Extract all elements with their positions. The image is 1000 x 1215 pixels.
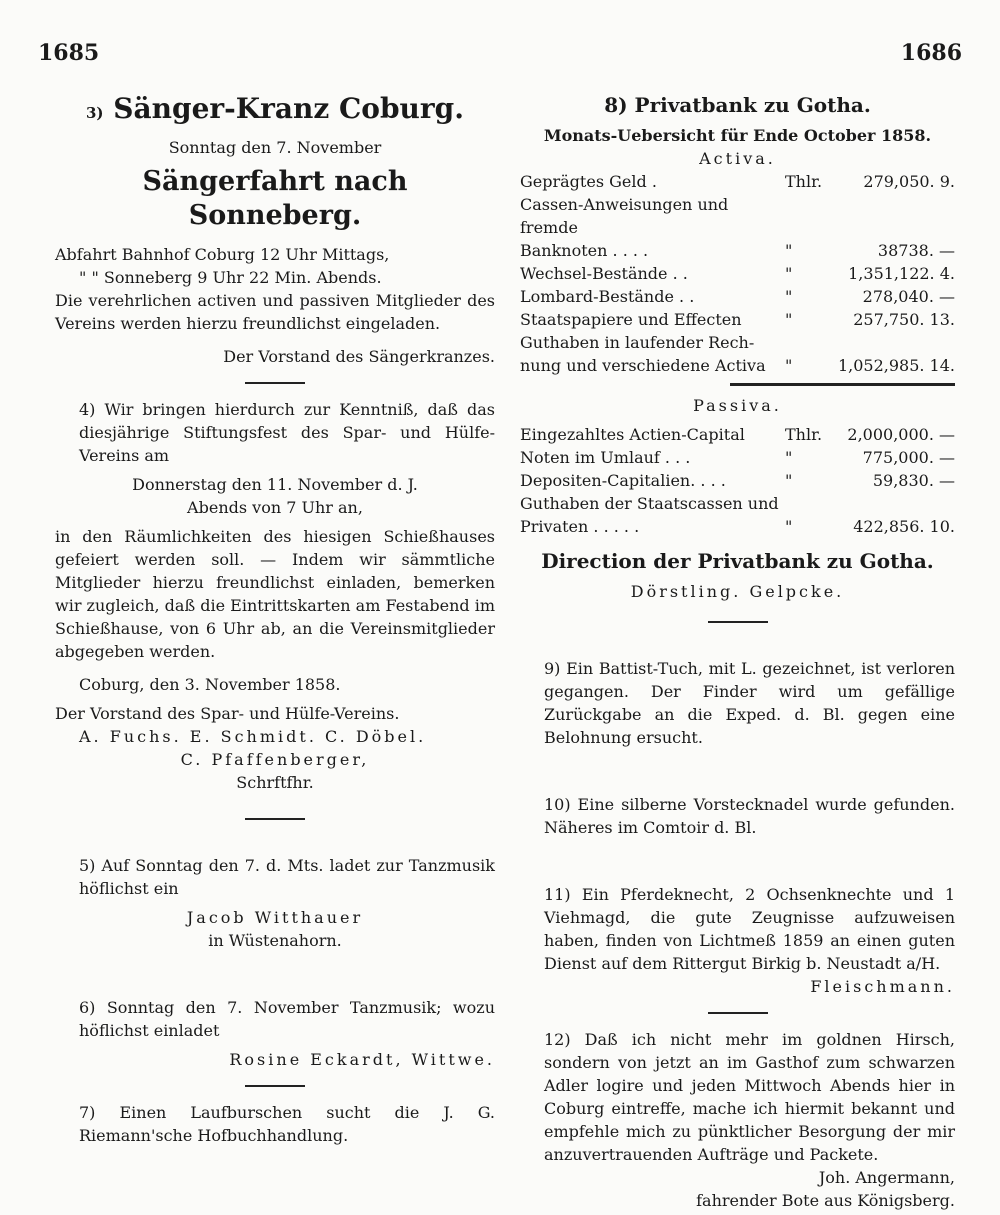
notice-5 xyxy=(55,854,495,952)
notice-signature-line2: fahrender Bote aus Königsberg. xyxy=(696,1191,955,1210)
table-row: Noten im Umlauf . . . " 775,000. — xyxy=(520,448,955,467)
notice-4 xyxy=(55,398,495,794)
page-number-right: 1686 xyxy=(900,40,962,66)
notice-text: 6) Sonntag den 7. November Tanzmusik; wozu höflichst einladet xyxy=(79,998,495,1040)
divider xyxy=(245,382,305,384)
notice-7 xyxy=(55,1101,495,1147)
notice-signature: Der Vorstand des Sängerkranzes. xyxy=(223,347,495,366)
notice-3 xyxy=(55,92,495,368)
notice-name: Jacob Witthauer xyxy=(186,908,364,927)
table-row: Depositen-Capitalien. . . . " 59,830. — xyxy=(520,471,955,490)
notice-6 xyxy=(55,996,495,1071)
bank-signatories: Dörstling. Gelpcke. xyxy=(630,582,845,601)
table-row: Cassen-Anweisungen und fremde xyxy=(520,195,729,237)
notice-signature: Rosine Eckardt, Wittwe. xyxy=(229,1050,495,1069)
notice-number: 3) xyxy=(86,104,104,122)
bank-subheading: Monats-Uebersicht für Ende October 1858. xyxy=(543,126,932,145)
notice-day: Donnerstag den 11. November d. J. xyxy=(132,475,418,494)
notice-11 xyxy=(520,883,955,998)
notice-10 xyxy=(520,793,955,839)
member-name: C. Pfaffenberger, xyxy=(180,750,370,769)
notice-title: Sänger-Kranz Coburg. xyxy=(113,92,464,125)
table-row: Guthaben der Staatscassen und xyxy=(520,494,779,513)
member-names: A. Fuchs. E. Schmidt. C. Döbel. xyxy=(79,727,427,746)
table-row: Eingezahltes Actien-Capital Thlr. 2,000,000. — xyxy=(520,425,955,444)
activa-heading: Activa. xyxy=(699,149,776,168)
left-column xyxy=(55,92,495,1147)
notice-time: Abends von 7 Uhr an, xyxy=(187,498,363,517)
table-row: Guthaben in laufender Rech- xyxy=(520,333,755,352)
divider xyxy=(708,1012,768,1014)
table-row: Staatspapiere und Effecten " 257,750. 13. xyxy=(520,310,955,329)
board-signature: Der Vorstand des Spar- und Hülfe-Vereins. xyxy=(55,704,400,723)
notice-text: 5) Auf Sonntag den 7. d. Mts. ladet zur Tanzmusik höflichst ein xyxy=(79,856,495,898)
notice-text: 12) Daß ich nicht mehr im goldnen Hirsch, sondern von jetzt an im Gasthof zum schwarzen Adler logire und jeden Mittwoch Abends hier in Coburg eintreffe, mache ich hiermit bekannt und empfehle mich zu pünktlicher Besorgung der mir anzuvertrauenden Aufträge und Packete. xyxy=(544,1030,955,1164)
notice-place: in Wüstenahorn. xyxy=(208,931,342,950)
notice-intro: 4) Wir bringen hierdurch zur Kenntniß, daß das diesjährige Stiftungsfest des Spar- und Hülfe-Vereins am xyxy=(79,400,495,465)
page-number-left: 1685 xyxy=(38,40,100,66)
divider xyxy=(245,818,305,820)
notice-12 xyxy=(520,1028,955,1212)
table-row: Wechsel-Bestände . . " 1,351,122. 4. xyxy=(520,264,955,283)
passiva-heading: Passiva. xyxy=(693,396,782,415)
table-row: Lombard-Bestände . . " 278,040. — xyxy=(520,287,955,306)
departure-line-1: Abfahrt Bahnhof Coburg 12 Uhr Mittags, xyxy=(55,245,390,264)
notice-text: 10) Eine silberne Vorstecknadel wurde gefunden. Näheres im Comtoir d. Bl. xyxy=(544,795,955,837)
notice-8 xyxy=(520,92,955,603)
notice-text: 11) Ein Pferdeknecht, 2 Ochsenknechte und 1 Viehmagd, die gute Zeugnisse aufzuweisen haben, finden von Lichtmeß 1859 an einen guten Dienst auf dem Rittergut Birkig b. Neustadt a/H. xyxy=(544,885,955,973)
passiva-table xyxy=(520,423,955,538)
notice-body: Die verehrlichen activen und passiven Mitglieder des Vereins werden hierzu freundlichst eingeladen. xyxy=(55,291,495,333)
departure-line-2: " " Sonneberg 9 Uhr 22 Min. Abends. xyxy=(79,268,382,287)
notice-body: in den Räumlichkeiten des hiesigen Schießhauses gefeiert werden soll. — Indem wir sämmtliche Mitglieder hierzu freundlichst einladen, bemerken wir zugleich, daß die Eintrittskarten am Festabend im Schießhause, von 6 Uhr ab, an die Vereinsmitglieder abgegeben werden. xyxy=(55,527,495,661)
table-row: Privaten . . . . . " 422,856. 10. xyxy=(520,517,955,536)
bank-direction: Direction der Privatbank zu Gotha. xyxy=(541,549,934,573)
activa-table xyxy=(520,170,955,377)
notice-text: 7) Einen Laufburschen sucht die J. G. Riemann'sche Hofbuchhandlung. xyxy=(79,1103,495,1145)
notice-text: 9) Ein Battist-Tuch, mit L. gezeichnet, ist verloren gegangen. Der Finder wird um gefällige Zurückgabe an die Exped. d. Bl. gegen eine Belohnung ersucht. xyxy=(544,659,955,747)
divider xyxy=(245,1085,305,1087)
notice-date: Sonntag den 7. November xyxy=(168,138,382,157)
table-row: nung und verschiedene Activa " 1,052,985. 14. xyxy=(520,356,955,375)
notice-headline: Sängerfahrt nach Sonneberg. xyxy=(142,166,408,231)
bank-heading: 8) Privatbank zu Gotha. xyxy=(604,93,871,117)
notice-9 xyxy=(520,657,955,749)
member-role: Schrftfhr. xyxy=(236,773,314,792)
total-rule xyxy=(730,383,955,386)
notice-signature: Joh. Angermann, xyxy=(818,1168,955,1187)
divider xyxy=(708,621,768,623)
right-column xyxy=(520,92,955,1212)
table-row: Geprägtes Geld . Thlr. 279,050. 9. xyxy=(520,172,955,191)
notice-signature: Fleischmann. xyxy=(810,977,955,996)
place-date: Coburg, den 3. November 1858. xyxy=(79,675,341,694)
table-row: Banknoten . . . . " 38738. — xyxy=(520,241,955,260)
